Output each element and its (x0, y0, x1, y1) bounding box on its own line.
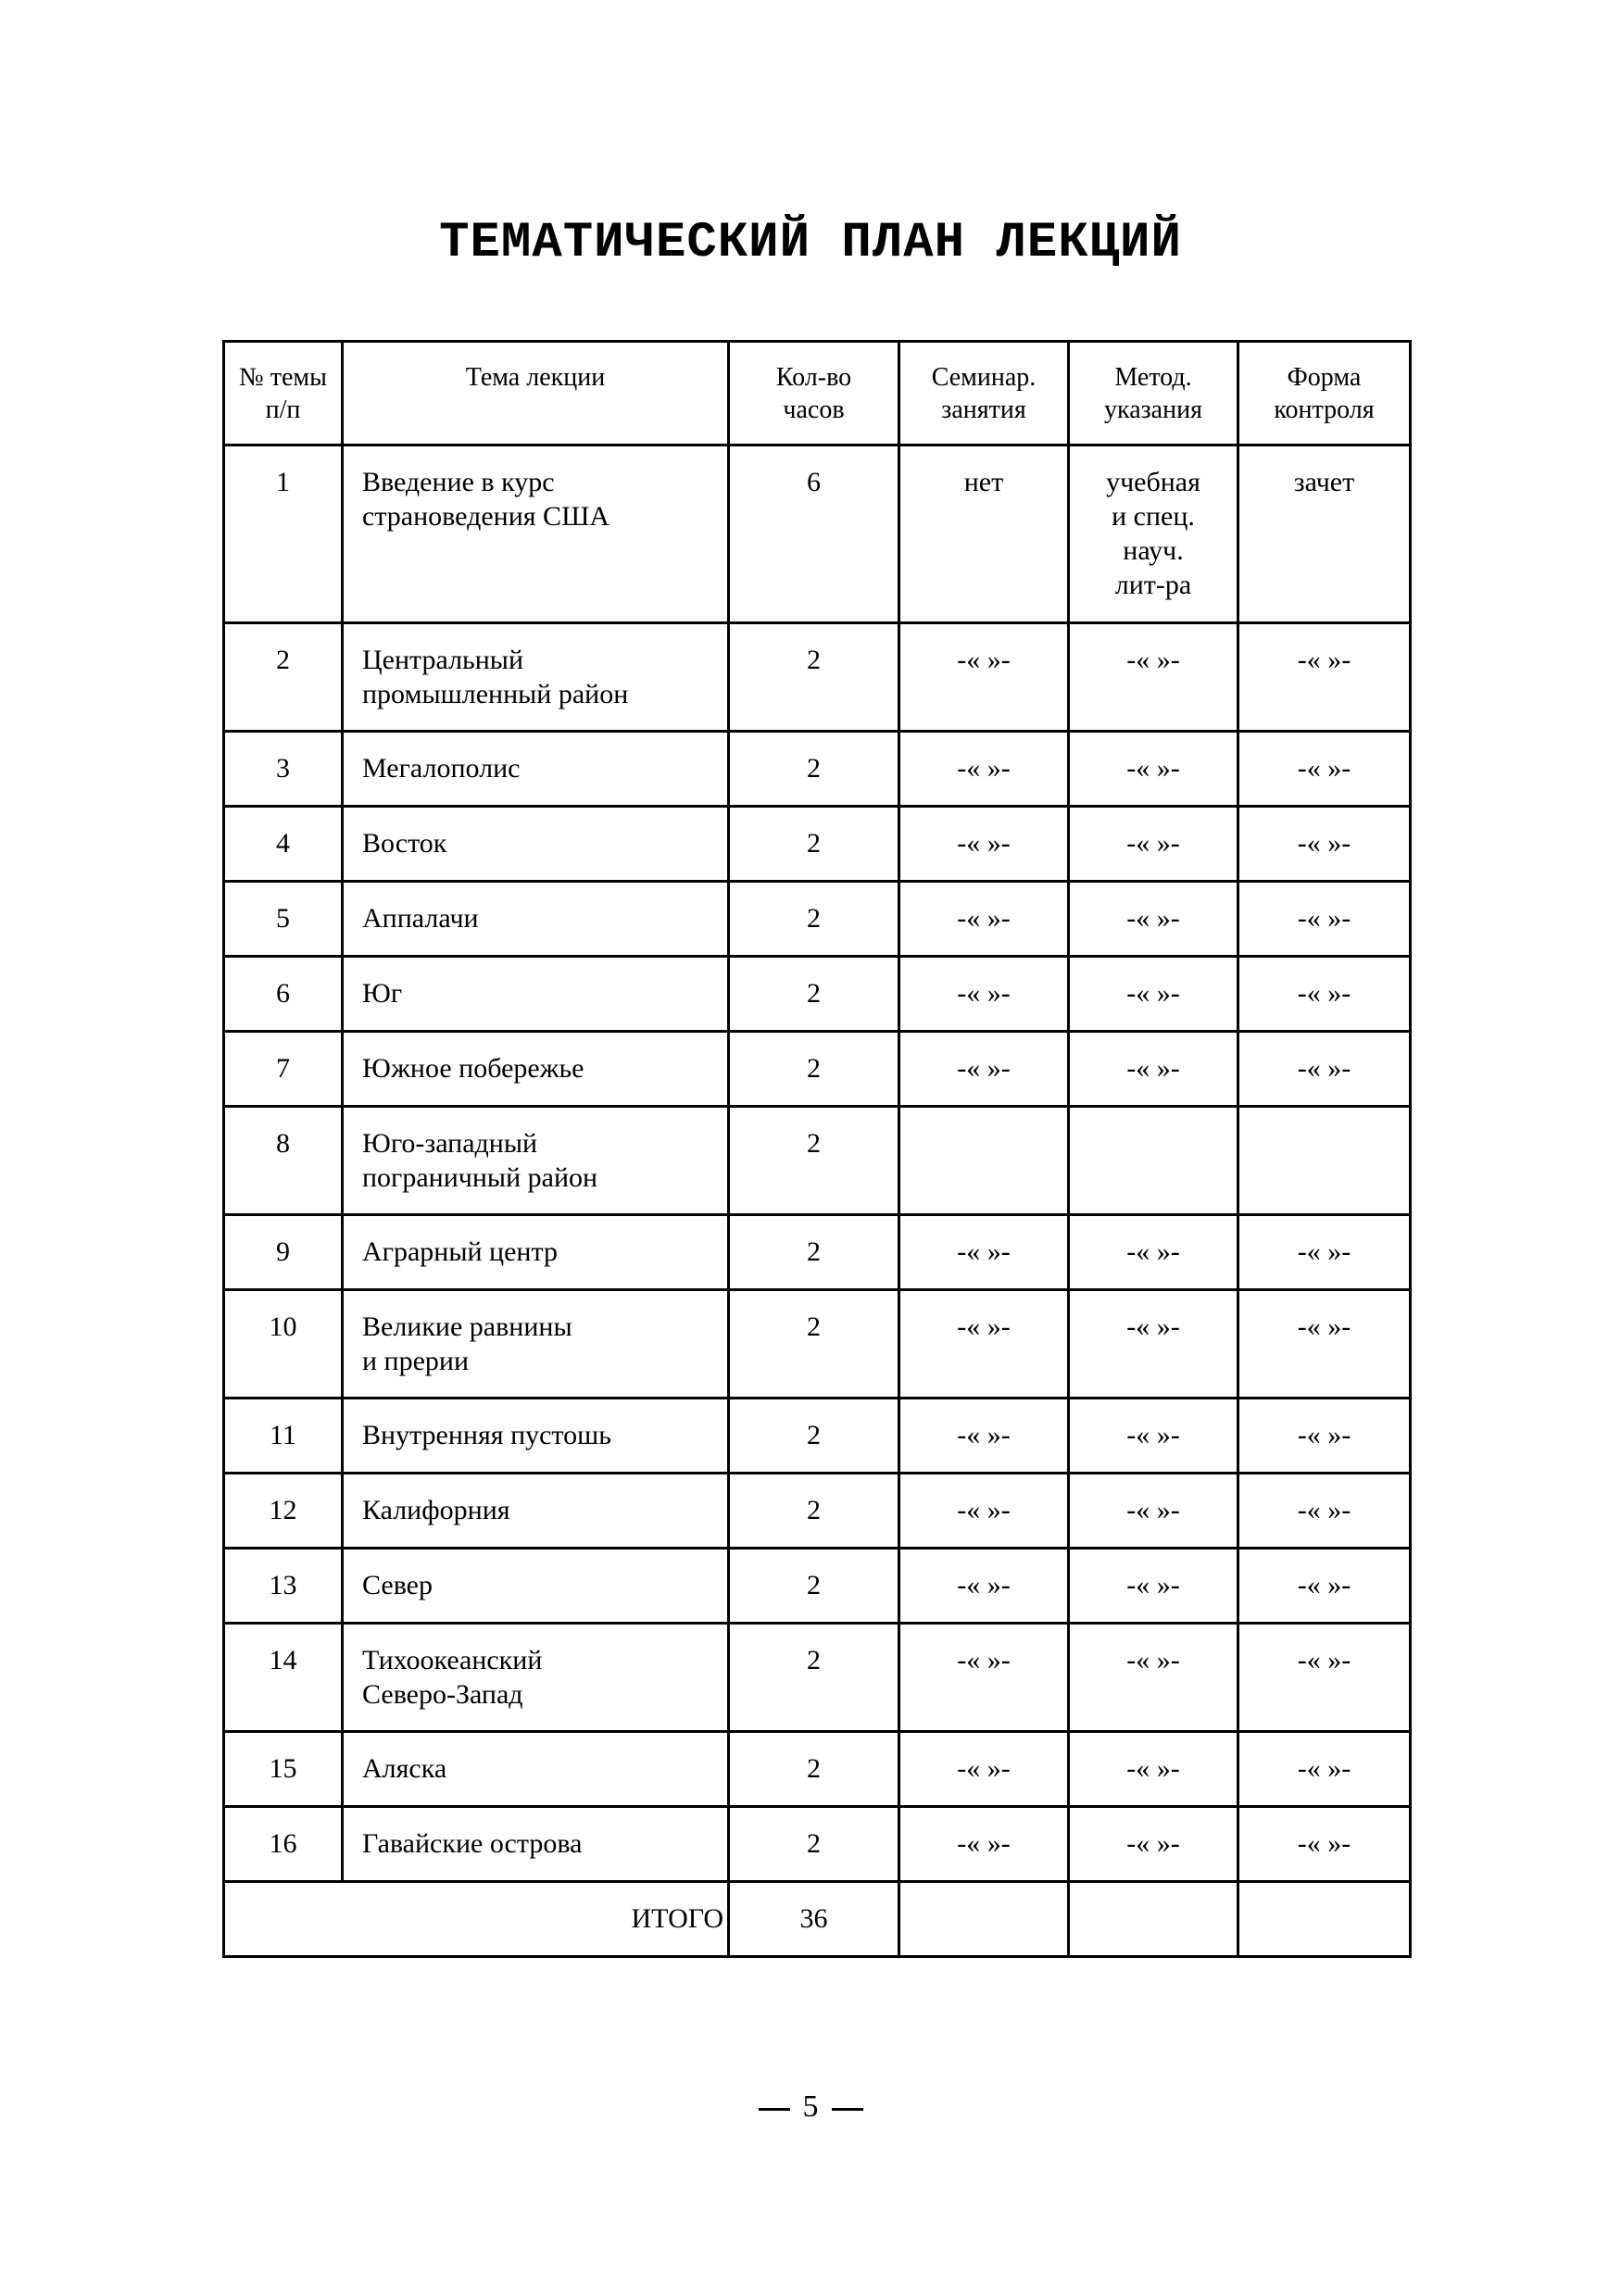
page-number-value: 5 (802, 2089, 819, 2124)
dash-left (759, 2108, 790, 2111)
header-num: № темы п/п (224, 342, 343, 445)
table-row (224, 1807, 1411, 1882)
header-seminar: Семинар. занятия (899, 342, 1069, 445)
cell-method: -« »- (1069, 732, 1238, 807)
cell-topic: Север (343, 1549, 729, 1624)
table-row (224, 1215, 1411, 1290)
cell-control: -« »- (1238, 957, 1411, 1032)
cell-hours: 2 (729, 1032, 899, 1107)
cell-num: 5 (224, 882, 343, 957)
cell-seminar: -« »- (899, 1624, 1069, 1732)
cell-topic: Мегалополис (343, 732, 729, 807)
cell-topic: Внутренняя пустошь (343, 1399, 729, 1474)
cell-num: 12 (224, 1474, 343, 1549)
cell-hours: 2 (729, 1107, 899, 1215)
cell-seminar: нет (899, 445, 1069, 623)
table-row (224, 1290, 1411, 1399)
cell-control: -« »- (1238, 882, 1411, 957)
cell-seminar: -« »- (899, 732, 1069, 807)
cell-method: -« »- (1069, 1624, 1238, 1732)
header-method: Метод. указания (1069, 342, 1238, 445)
cell-control: -« »- (1238, 1215, 1411, 1290)
cell-seminar: -« »- (899, 1032, 1069, 1107)
cell-method: -« »- (1069, 1549, 1238, 1624)
cell-control: -« »- (1238, 1032, 1411, 1107)
cell-seminar: -« »- (899, 882, 1069, 957)
cell-hours: 2 (729, 1732, 899, 1807)
table-row (224, 623, 1411, 732)
cell-method: -« »- (1069, 1732, 1238, 1807)
cell-num: 10 (224, 1290, 343, 1399)
cell-hours: 2 (729, 623, 899, 732)
cell-method (1069, 1107, 1238, 1215)
table-header-row (224, 342, 1411, 445)
cell-hours: 2 (729, 1549, 899, 1624)
table-row (224, 1107, 1411, 1215)
cell-method: -« »- (1069, 1032, 1238, 1107)
cell-num: 11 (224, 1399, 343, 1474)
cell-topic: Восток (343, 807, 729, 882)
table-row (224, 1732, 1411, 1807)
cell-num: 6 (224, 957, 343, 1032)
cell-control: -« »- (1238, 1399, 1411, 1474)
cell-seminar: -« »- (899, 1807, 1069, 1882)
cell-hours: 2 (729, 1807, 899, 1882)
cell-control: -« »- (1238, 807, 1411, 882)
cell-topic: Центральный промышленный район (343, 623, 729, 732)
cell-method: -« »- (1069, 1474, 1238, 1549)
header-control: Форма контроля (1238, 342, 1411, 445)
cell-method: -« »- (1069, 882, 1238, 957)
cell-num: 1 (224, 445, 343, 623)
cell-control: -« »- (1238, 1290, 1411, 1399)
cell-num: 8 (224, 1107, 343, 1215)
cell-method: -« »- (1069, 1215, 1238, 1290)
cell-topic: Гавайские острова (343, 1807, 729, 1882)
cell-topic: Аграрный центр (343, 1215, 729, 1290)
table-row (224, 1399, 1411, 1474)
page-number (0, 2089, 1621, 2125)
cell-num: 2 (224, 623, 343, 732)
cell-method: -« »- (1069, 623, 1238, 732)
header-topic: Тема лекции (343, 342, 729, 445)
cell-control: -« »- (1238, 623, 1411, 732)
cell-topic: Великие равнины и прерии (343, 1290, 729, 1399)
cell-method: учебная и спец. науч. лит-ра (1069, 445, 1238, 623)
cell-hours: 2 (729, 1624, 899, 1732)
table-row (224, 882, 1411, 957)
cell-topic: Южное побережье (343, 1032, 729, 1107)
cell-hours: 2 (729, 732, 899, 807)
cell-seminar: -« »- (899, 1549, 1069, 1624)
cell-hours: 2 (729, 1474, 899, 1549)
cell-control: -« »- (1238, 1807, 1411, 1882)
cell-seminar: -« »- (899, 1732, 1069, 1807)
table-row (224, 1032, 1411, 1107)
table-row (224, 1624, 1411, 1732)
header-hours: Кол-во часов (729, 342, 899, 445)
cell-num: 16 (224, 1807, 343, 1882)
cell-method: -« »- (1069, 1807, 1238, 1882)
cell-topic: Аляска (343, 1732, 729, 1807)
total-seminar-empty (899, 1882, 1069, 1957)
cell-control: -« »- (1238, 1624, 1411, 1732)
table-row (224, 807, 1411, 882)
page-title: ТЕМАТИЧЕСКИЙ ПЛАН ЛЕКЦИЙ (439, 215, 1182, 271)
cell-seminar: -« »- (899, 807, 1069, 882)
cell-seminar (899, 1107, 1069, 1215)
dash-right (832, 2108, 863, 2111)
lecture-plan-table (222, 340, 1412, 1958)
total-row (224, 1882, 1411, 1957)
cell-hours: 2 (729, 807, 899, 882)
cell-num: 13 (224, 1549, 343, 1624)
table-row (224, 732, 1411, 807)
cell-control: -« »- (1238, 1474, 1411, 1549)
cell-method: -« »- (1069, 1399, 1238, 1474)
cell-topic: Юг (343, 957, 729, 1032)
cell-topic: Калифорния (343, 1474, 729, 1549)
table-row (224, 957, 1411, 1032)
table-row (224, 1474, 1411, 1549)
cell-hours: 6 (729, 445, 899, 623)
cell-num: 3 (224, 732, 343, 807)
table-row (224, 445, 1411, 623)
cell-hours: 2 (729, 1399, 899, 1474)
cell-num: 14 (224, 1624, 343, 1732)
cell-topic: Юго-западный пограничный район (343, 1107, 729, 1215)
cell-hours: 2 (729, 957, 899, 1032)
cell-hours: 2 (729, 1215, 899, 1290)
cell-seminar: -« »- (899, 623, 1069, 732)
cell-num: 4 (224, 807, 343, 882)
cell-num: 9 (224, 1215, 343, 1290)
cell-seminar: -« »- (899, 1215, 1069, 1290)
total-hours: 36 (729, 1882, 899, 1957)
cell-seminar: -« »- (899, 1290, 1069, 1399)
total-method-empty (1069, 1882, 1238, 1957)
cell-control: -« »- (1238, 1732, 1411, 1807)
cell-topic: Тихоокеанский Северо-Запад (343, 1624, 729, 1732)
total-label: ИТОГО (224, 1882, 729, 1957)
cell-topic: Аппалачи (343, 882, 729, 957)
cell-method: -« »- (1069, 807, 1238, 882)
total-control-empty (1238, 1882, 1411, 1957)
cell-control: -« »- (1238, 732, 1411, 807)
cell-topic: Введение в курс страноведения США (343, 445, 729, 623)
cell-control: -« »- (1238, 1549, 1411, 1624)
cell-seminar: -« »- (899, 1474, 1069, 1549)
cell-hours: 2 (729, 1290, 899, 1399)
cell-method: -« »- (1069, 957, 1238, 1032)
cell-num: 7 (224, 1032, 343, 1107)
cell-seminar: -« »- (899, 1399, 1069, 1474)
cell-method: -« »- (1069, 1290, 1238, 1399)
cell-control (1238, 1107, 1411, 1215)
cell-num: 15 (224, 1732, 343, 1807)
cell-control: зачет (1238, 445, 1411, 623)
cell-seminar: -« »- (899, 957, 1069, 1032)
table-row (224, 1549, 1411, 1624)
cell-hours: 2 (729, 882, 899, 957)
